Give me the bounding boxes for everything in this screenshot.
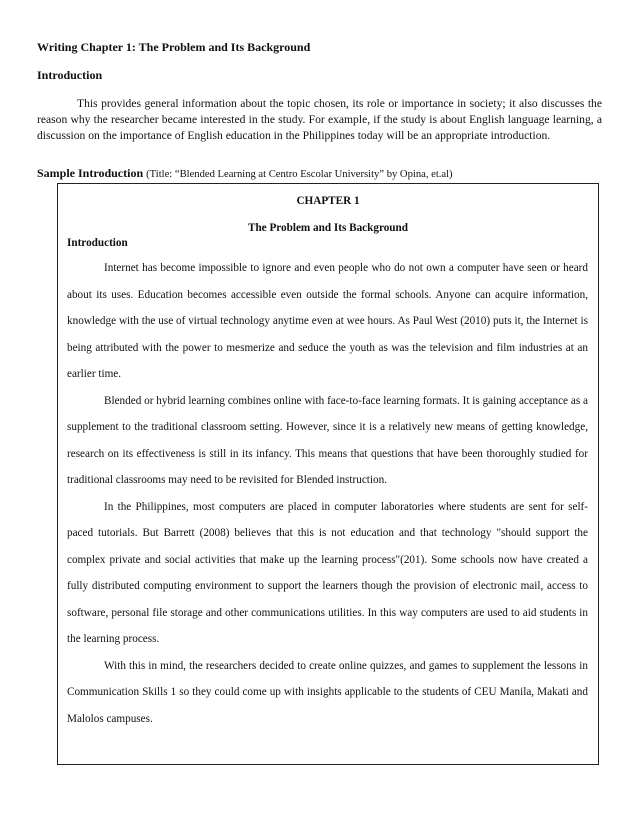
sample-note: (Title: “Blended Learning at Centro Escolar University” by Opina, et.al) [146, 169, 453, 180]
chapter-number: CHAPTER 1 [296, 195, 360, 207]
chapter-title: The Problem and Its Background [248, 222, 408, 234]
body-paragraph: In the Philippines, most computers are placed in computer laboratories where students are sent for self-paced tutorials. But Barrett (2008) believes that this is not education and that technology "should support the complex private and social activities that make up the learning process"(201). Some schools now have created a fully distributed computing environment to support the learners though the provision of electronic mail, access to software, personal file storage and other communications utilities. In this way computers are used to aid students in the learning process. [67, 500, 588, 645]
body-paragraph: Internet has become impossible to ignore and even people who do not own a computer have seen or heard about its uses. Education becomes accessible even outside the formal schools. Anyone can acquire information, knowledge with the use of virtual technology anytime even at wee hours. As Paul West (2010) puts it, the Internet is being attributed with the power to mesmerize and seduce the youth as was the television and film industries at an earlier time. [67, 262, 588, 380]
box-intro-heading: Introduction [67, 237, 128, 249]
intro-paragraph: This provides general information about the topic chosen, its role or importance in society; it also discusses the reason why the researcher became interested in the study. For example, if the study is about English language learning, a discussion on the importance of English education in the Philippines today will be an appropriate introduction. [37, 97, 602, 142]
sample-box [57, 183, 599, 765]
body-paragraph: With this in mind, the researchers decided to create online quizzes, and games to supplement the lessons in Communication Skills 1 so they could come up with insights applicable to the students of CEU Manila, Makati and Malolos campuses. [67, 659, 588, 725]
section-heading: Introduction [37, 68, 103, 82]
body-paragraph: Blended or hybrid learning combines online with face-to-face learning formats. It is gaining acceptance as a supplement to the traditional classroom setting. However, since it is a relatively new means of getting knowledge, research on its effectiveness is still in its infancy. This means that questions that have been thoroughly studied for traditional classrooms may need to be revisited for Blended instruction. [67, 394, 588, 486]
page-title: Writing Chapter 1: The Problem and Its Background [37, 40, 311, 54]
sample-caption [37, 166, 453, 182]
sample-label: Sample Introduction [37, 166, 144, 180]
box-body [67, 255, 588, 732]
